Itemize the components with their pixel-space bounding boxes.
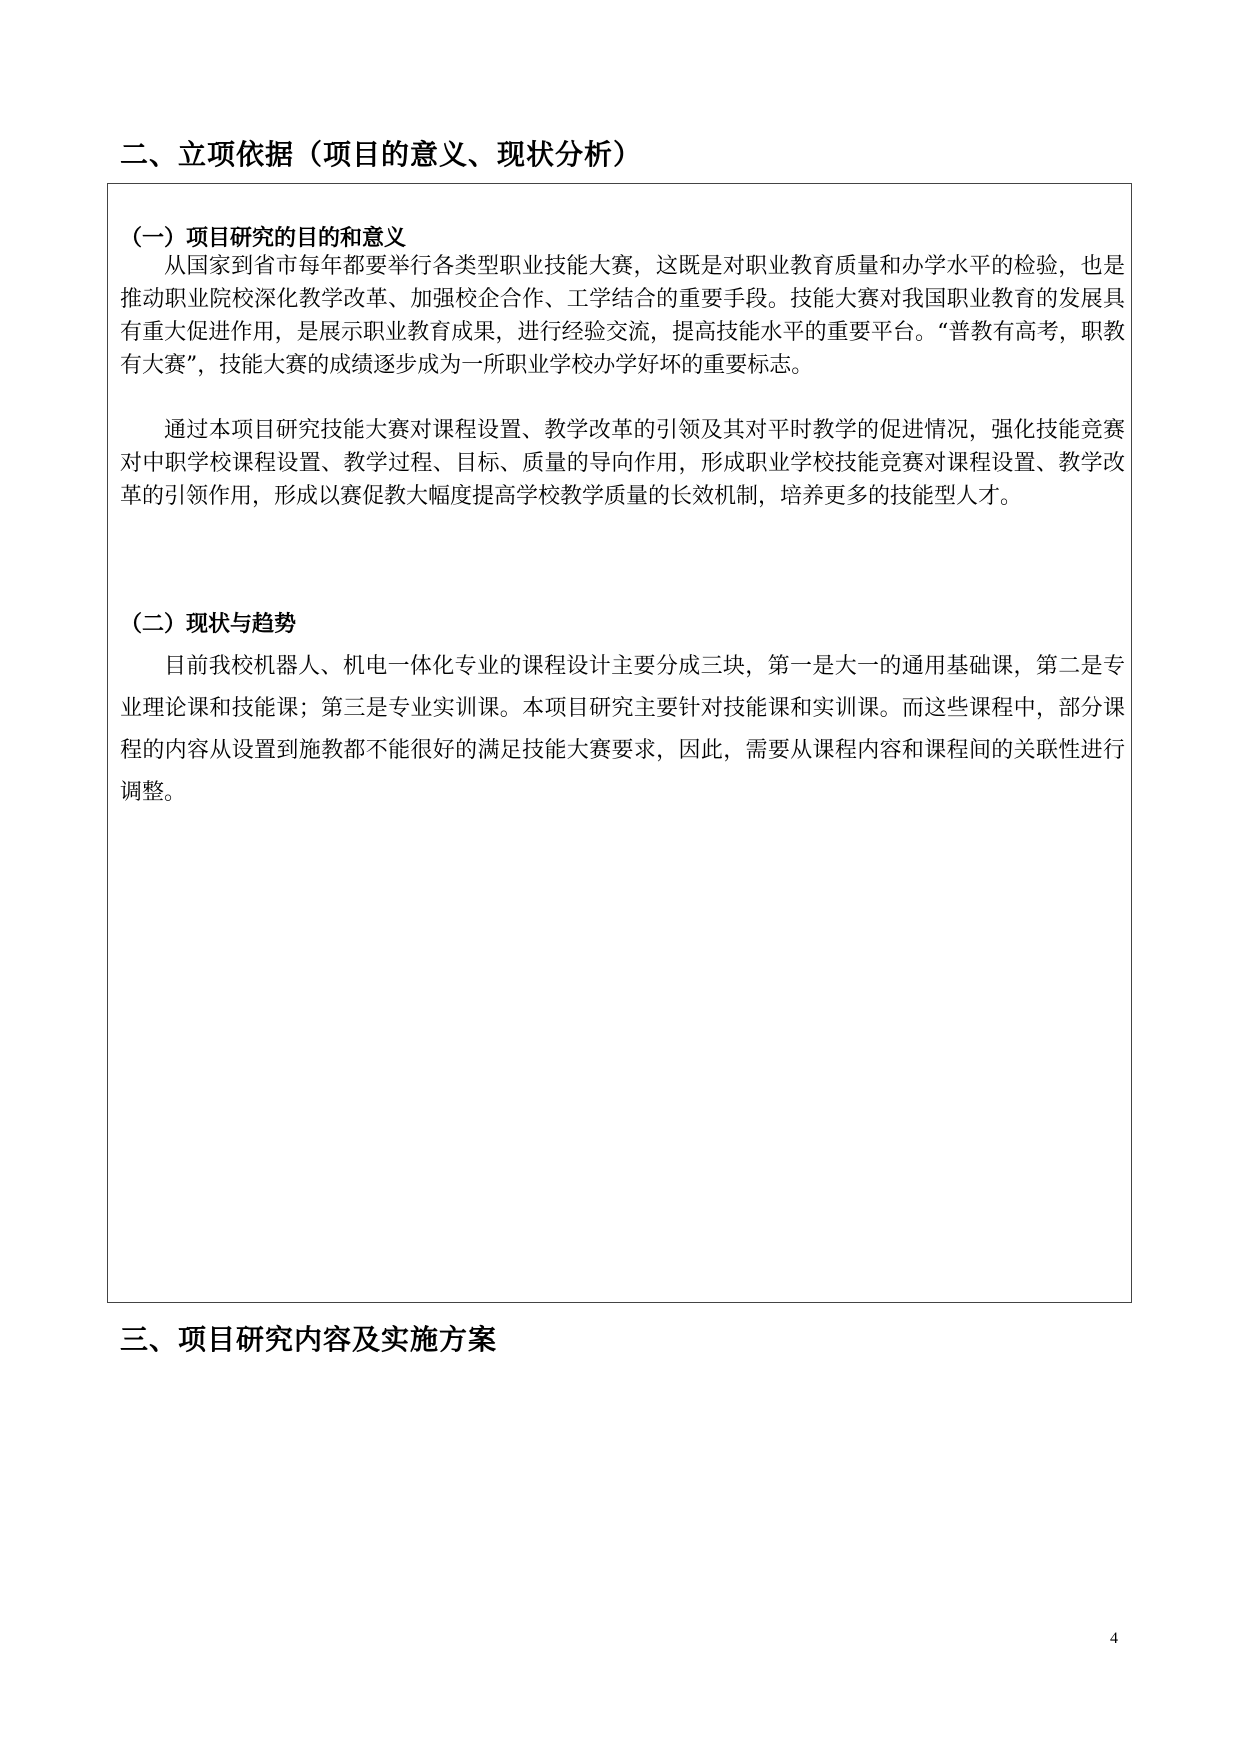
subsection-2-heading: （二）现状与趋势: [120, 612, 297, 637]
subsection-1-paragraph-2: 通过本项目研究技能大赛对课程设置、教学改革的引领及其对平时教学的促进情况，强化技能竞赛对中职学校课程设置、教学过程、目标、质量的导向作用，形成职业学校技能竞赛对课程设置、教学改革的引领作用，形成以赛促教大幅度提高学校教学质量的长效机制，培养更多的技能型人才。: [120, 418, 1125, 509]
subsection-2-paragraph-1: 目前我校机器人、机电一体化专业的课程设计主要分成三块，第一是大一的通用基础课，第二是专业理论课和技能课；第三是专业实训课。本项目研究主要针对技能课和实训课。而这些课程中，部分课程的内容从设置到施教都不能很好的满足技能大赛要求，因此，需要从课程内容和课程间的关联性进行调整。: [120, 654, 1125, 805]
subsection-1-heading: （一）项目研究的目的和意义: [120, 226, 407, 251]
section-2-heading: 二、立项依据（项目的意义、现状分析）: [120, 138, 643, 171]
section-3-heading: 三、项目研究内容及实施方案: [120, 1323, 498, 1356]
subsection-1-paragraph-1: 从国家到省市每年都要举行各类型职业技能大赛，这既是对职业教育质量和办学水平的检验，也是推动职业院校深化教学改革、加强校企合作、工学结合的重要手段。技能大赛对我国职业教育的发展具有重大促进作用，是展示职业教育成果，进行经验交流，提高技能水平的重要平台。“普教有高考，职教有大赛”，技能大赛的成绩逐步成为一所职业学校办学好坏的重要标志。: [120, 254, 1125, 378]
page-number: 4: [1110, 1630, 1118, 1647]
